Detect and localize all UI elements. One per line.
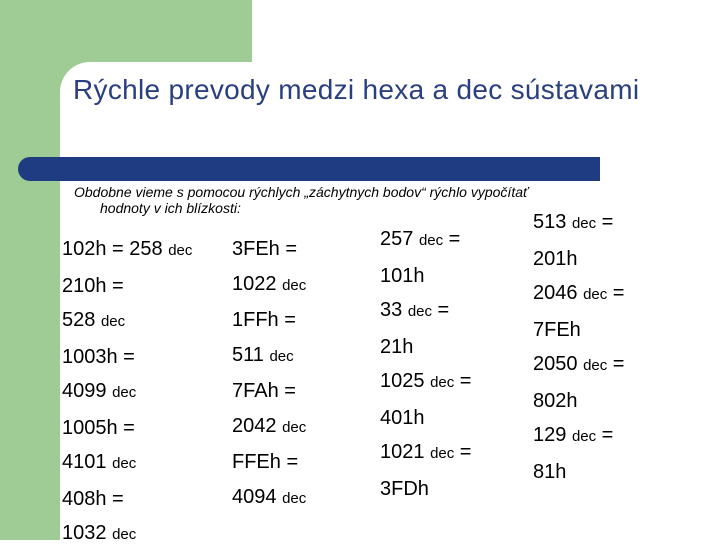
dec-suffix: dec: [168, 242, 193, 259]
conversion-value: 2050: [533, 353, 578, 375]
conversion-line: [62, 482, 192, 517]
conversion-value: 528: [62, 309, 96, 331]
equals-sign: =: [596, 424, 614, 446]
conversion-value: 7FEh: [533, 318, 581, 341]
conversion-value: 257: [380, 228, 414, 250]
dec-suffix: dec: [112, 526, 137, 543]
dec-suffix: dec: [282, 276, 307, 294]
dec-suffix: dec: [282, 489, 307, 507]
conversion-value: 1025: [380, 370, 425, 392]
equals-sign: =: [454, 370, 472, 392]
conversion-line: [232, 409, 306, 446]
conversion-column-1: [62, 232, 192, 553]
dec-suffix: dec: [418, 232, 444, 249]
conversion-line: [380, 435, 472, 472]
conversion-line: [533, 242, 625, 277]
conversion-value: 1005h =: [62, 416, 135, 439]
conversion-value: FFEh =: [232, 451, 299, 473]
conversion-line: [232, 303, 306, 338]
conversion-line: [533, 313, 625, 348]
dec-suffix: dec: [112, 455, 137, 472]
conversion-line: [380, 472, 472, 507]
conversion-value: 3FDh: [380, 477, 429, 500]
conversion-line: [62, 516, 192, 553]
conversion-column-2: [232, 232, 306, 516]
conversion-value: 101h: [380, 264, 425, 287]
conversion-line: [62, 232, 192, 269]
intro-line-1: Obdobne vieme s pomocou rýchlych „záchytnych bodov“ rýchlo vypočítať: [74, 184, 528, 200]
conversion-value: 21h: [380, 335, 414, 358]
conversion-value: 2046: [533, 282, 578, 304]
conversion-line: [380, 259, 472, 294]
conversion-line: [380, 222, 472, 259]
conversion-line: [380, 401, 472, 436]
dec-suffix: dec: [269, 347, 294, 365]
conversion-value: 4101: [62, 451, 107, 473]
conversion-line: [533, 205, 625, 242]
conversion-line: [62, 303, 192, 340]
conversion-value: 33: [380, 299, 403, 321]
conversion-value: 511: [232, 343, 264, 366]
conversion-line: [380, 330, 472, 365]
conversion-line: [232, 445, 306, 480]
slide-title: Rýchle prevody medzi hexa a dec sústavami: [73, 74, 640, 105]
conversion-column-4: [533, 205, 625, 489]
conversion-value: 1FFh =: [232, 309, 296, 331]
conversion-line: [62, 269, 192, 304]
conversion-line: [62, 374, 192, 411]
conversion-value: 513: [533, 211, 567, 233]
conversion-column-3: [380, 222, 472, 506]
equals-sign: =: [454, 441, 472, 463]
conversion-value: 802h: [533, 389, 578, 412]
conversion-line: [533, 455, 625, 490]
conversion-line: [533, 418, 625, 455]
conversion-value: 2042: [232, 414, 277, 437]
conversion-value: 129: [533, 424, 567, 446]
dec-suffix: dec: [407, 303, 432, 320]
conversion-line: [380, 293, 472, 330]
conversion-value: 4094: [232, 485, 277, 508]
conversion-value: 7FAh =: [232, 380, 296, 402]
conversion-line: [232, 338, 306, 375]
conversion-line: [232, 480, 306, 517]
equals-sign: =: [443, 228, 461, 250]
conversion-value: 1021: [380, 441, 425, 463]
equals-sign: =: [607, 282, 625, 304]
conversion-value: 1032: [62, 522, 107, 544]
title-underline-bar: [18, 157, 600, 181]
conversion-value: 408h =: [62, 487, 124, 510]
conversion-line: [533, 347, 625, 384]
conversion-line: [232, 374, 306, 409]
dec-suffix: dec: [571, 428, 597, 445]
conversion-value: 81h: [533, 460, 567, 483]
dec-suffix: dec: [100, 313, 126, 330]
dec-suffix: dec: [583, 357, 608, 374]
conversion-line: [533, 276, 625, 313]
conversion-line: [62, 445, 192, 482]
conversion-value: 3FEh =: [232, 238, 298, 260]
equals-sign: =: [432, 299, 450, 321]
dec-suffix: dec: [430, 445, 455, 462]
dec-suffix: dec: [112, 384, 137, 401]
conversion-line: [62, 411, 192, 446]
conversion-value: 1003h =: [62, 345, 135, 368]
conversion-value: 102h = 258: [62, 238, 163, 260]
conversion-value: 1022: [232, 272, 277, 295]
conversion-value: 401h: [380, 406, 425, 429]
dec-suffix: dec: [282, 418, 307, 436]
conversion-line: [232, 267, 306, 304]
conversion-line: [533, 384, 625, 419]
equals-sign: =: [607, 353, 625, 375]
dec-suffix: dec: [430, 374, 455, 391]
dec-suffix: dec: [571, 215, 597, 232]
equals-sign: =: [596, 211, 614, 233]
conversion-line: [62, 340, 192, 375]
conversion-value: 201h: [533, 247, 578, 270]
dec-suffix: dec: [583, 286, 608, 303]
conversion-value: 210h =: [62, 274, 124, 297]
conversion-value: 4099: [62, 380, 107, 402]
conversion-line: [380, 364, 472, 401]
intro-line-2: hodnoty v ich blízkosti:: [100, 200, 241, 216]
conversion-line: [232, 232, 306, 267]
